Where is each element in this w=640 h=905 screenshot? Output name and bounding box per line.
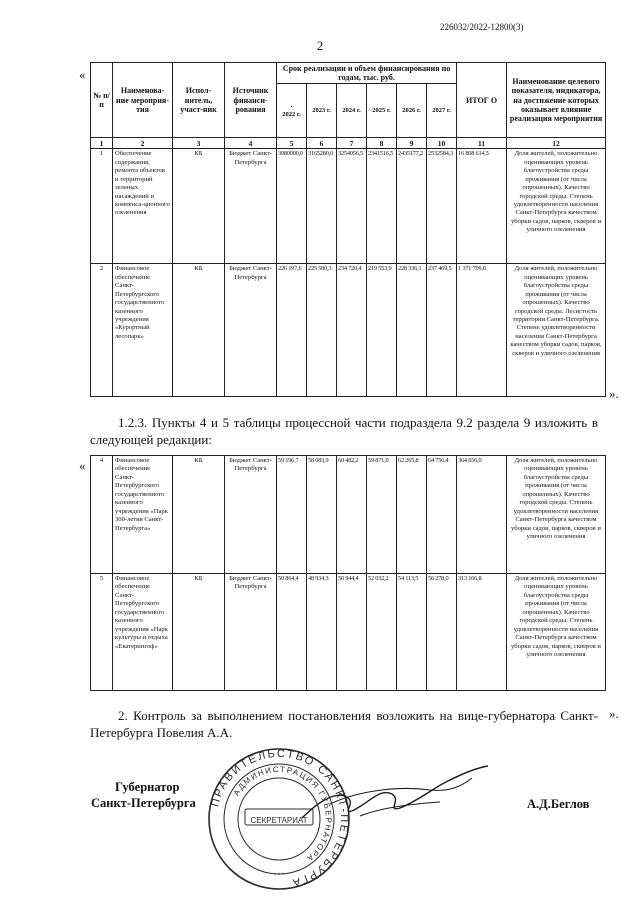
header-no: № п/п <box>91 63 113 138</box>
row-value: 59 196,7 <box>277 456 307 574</box>
handwritten-signature <box>300 760 490 830</box>
row-value: 2341516,5 <box>367 149 397 264</box>
table-funding-1 <box>90 62 606 397</box>
row-value: 48 934,3 <box>307 574 337 691</box>
row-value: 219 553,9 <box>367 264 397 397</box>
column-index: 5 <box>277 138 307 149</box>
row-executor: КБ <box>173 574 225 691</box>
header-year: 2024 г. <box>337 84 367 138</box>
column-index: 8 <box>367 138 397 149</box>
column-index: 1 <box>91 138 113 149</box>
table-row <box>91 574 606 691</box>
row-value: 237 469,5 <box>427 264 457 397</box>
seal-inner-text: АДМИНИСТРАЦИЯ ГУБЕРНАТОРА <box>231 764 334 864</box>
row-indicator: Доля жителей, положительно оценивающих уровень благоустройства среды проживания (от числа опрошенных). Качество городской среды. Лесистость территории Санкт-Петербурга. Степень удовлетворенности населения Санкт-Петербурга качеством уборки садов, парков, скверов и уличного озеленения <box>507 264 606 397</box>
row-source: Бюджет Санкт-Петербурга <box>225 574 277 691</box>
row-value: 50 944,4 <box>337 574 367 691</box>
row-value: 3080000,0 <box>277 149 307 264</box>
header-year: 2023 г. <box>307 84 337 138</box>
header-year: 2026 г. <box>397 84 427 138</box>
row-name: Обеспечение содержания, ремонта объектов и территорий зеленых насаждений и компенса-ционного озеленения <box>113 149 173 264</box>
header-year: 2025 г. <box>367 84 397 138</box>
row-total: 1 371 799,8 <box>457 264 507 397</box>
header-total: ИТОГ О <box>457 63 507 138</box>
row-value: 64 756,4 <box>427 456 457 574</box>
row-value: 58 083,9 <box>307 456 337 574</box>
row-value: 2435177,2 <box>397 149 427 264</box>
seal-outer-text: ПРАВИТЕЛЬСТВО САНКТ-ПЕТЕРБУРГА <box>209 747 351 889</box>
close-quote-2: ». <box>609 706 619 721</box>
row-value: 50 864,4 <box>277 574 307 691</box>
signer-title-line2: Санкт-Петербурга <box>91 796 196 810</box>
row-no: 1 <box>91 149 113 264</box>
row-value: 62 265,8 <box>397 456 427 574</box>
row-executor: КБ <box>173 264 225 397</box>
page-number: 2 <box>316 38 324 53</box>
header-executor: Испол-нитель, участ-ник <box>173 63 225 138</box>
signer-name: А.Д.Беглов <box>527 797 590 811</box>
open-quote-2: « <box>79 458 86 473</box>
table-row <box>91 456 606 574</box>
row-name: Финансовое обеспечение Санкт-Петербургского государственного казенного учреждения «Курортный лесопарк» <box>113 264 173 397</box>
row-source: Бюджет Санкт-Петербурга <box>225 456 277 574</box>
row-value: 59 871,0 <box>367 456 397 574</box>
column-index: 10 <box>427 138 457 149</box>
row-total: 364 656,0 <box>457 456 507 574</box>
row-source: Бюджет Санкт-Петербурга <box>225 264 277 397</box>
row-no: 4 <box>91 456 113 574</box>
close-quote-1: ». <box>609 386 619 401</box>
header-year: 2027 г. <box>427 84 457 138</box>
row-source: Бюджет Санкт-Петербурга <box>225 149 277 264</box>
row-no: 2 <box>91 264 113 397</box>
signer-title-line1: Губернатор <box>115 780 180 794</box>
row-value: 225 580,3 <box>307 264 337 397</box>
row-name: Финансовое обеспечение Санкт-Петербургского государственного казенного учреждения «Парк 300-летия Санкт-Петербурга» <box>113 456 173 574</box>
header-period: Срок реализации и объем финансирования по годам, тыс. руб. <box>277 63 457 84</box>
column-index: 9 <box>397 138 427 149</box>
row-value: 228 336,1 <box>397 264 427 397</box>
header-tick: · <box>290 103 293 112</box>
row-value: 3165280,0 <box>307 149 337 264</box>
header-indicator: Наименование целевого показателя, индикатора, на достижение которых оказывает влияние реализация мероприятия <box>507 63 606 138</box>
header-source: Источник финанси-рования <box>225 63 277 138</box>
seal-star-icon: * * * <box>273 873 285 879</box>
column-index: 7 <box>337 138 367 149</box>
row-indicator: Доля жителей, положительно оценивающих уровень благоустройства среды проживания (от числа опрошенных). Качество городской среды. Степень удовлетворенности населения Санкт-Петербурга качеством уборки садов, парков, скверов и уличного озеленения <box>507 456 606 574</box>
header-year: · 2022 г. <box>277 84 307 138</box>
column-index: 6 <box>307 138 337 149</box>
row-total: 16 808 614,5 <box>457 149 507 264</box>
row-executor: КБ <box>173 456 225 574</box>
table-row <box>91 264 606 397</box>
column-index: 4 <box>225 138 277 149</box>
document-number: 226032/2022-12800(3) <box>440 22 524 32</box>
column-index: 3 <box>173 138 225 149</box>
paragraph-1-2-3: 1.2.3. Пункты 4 и 5 таблицы процессной части подраздела 9.2 раздела 9 изложить в следующей редакции: <box>90 415 598 447</box>
row-value: 54 113,5 <box>397 574 427 691</box>
header-name: Наименова-ние мероприя-тия <box>113 63 173 138</box>
row-indicator: Доля жителей, положительно оценивающих уровень благоустройства среды проживания (от числа опрошенных). Качество городской среды. Степень удовлетворенности населения Санкт-Петербурга качеством уборки садов, парков, скверов и уличного озеленения <box>507 149 606 264</box>
column-index: 11 <box>457 138 507 149</box>
paragraph-2: 2. Контроль за выполнением постановления возложить на вице-губернатора Санкт-Петербурга Повелия А.А. <box>90 708 598 740</box>
row-no: 5 <box>91 574 113 691</box>
open-quote-1: « <box>79 67 86 82</box>
row-value: 52 032,2 <box>367 574 397 691</box>
row-value: 60 482,2 <box>337 456 367 574</box>
row-value: 226 197,6 <box>277 264 307 397</box>
table-row <box>91 149 606 264</box>
row-value: 234 720,4 <box>337 264 367 397</box>
row-value: 3254056,5 <box>337 149 367 264</box>
row-value: 56 278,0 <box>427 574 457 691</box>
column-index: 12 <box>507 138 606 149</box>
row-executor: КБ <box>173 149 225 264</box>
table-funding-2 <box>90 455 606 691</box>
row-total: 313 166,8 <box>457 574 507 691</box>
row-indicator: Доля жителей, положительно оценивающих уровень благоустройства среды проживания (от числа опрошенных). Качество городской среды. Степень удовлетворенности населения Санкт-Петербурга качеством уборки садов, парков, скверов и уличного озеленения <box>507 574 606 691</box>
column-index: 2 <box>113 138 173 149</box>
seal-center-text: СЕКРЕТАРИАТ <box>250 816 308 826</box>
row-name: Финансовое обеспечение Санкт-Петербургского государственного казенного учреждения «Парк культуры и отдыха «Екатерингоф» <box>113 574 173 691</box>
row-value: 2532584,3 <box>427 149 457 264</box>
